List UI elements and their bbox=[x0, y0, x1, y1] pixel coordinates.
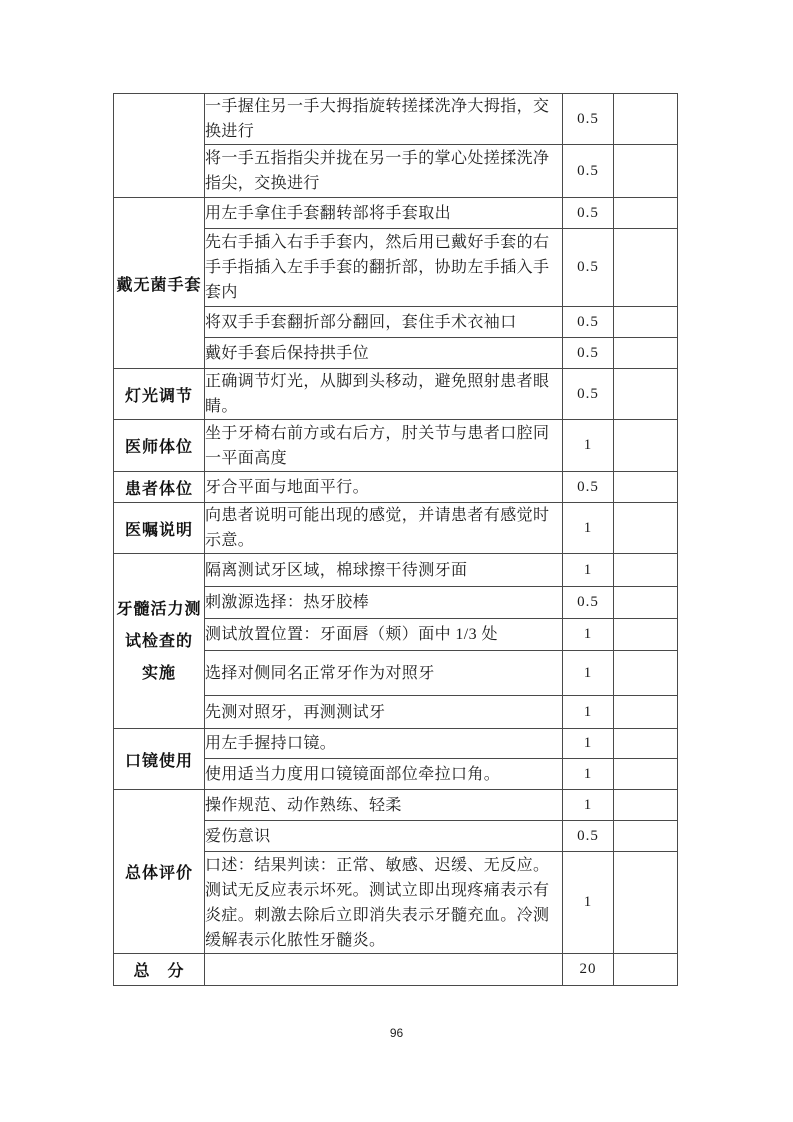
criteria-cell: 用左手握持口镜。 bbox=[205, 729, 563, 759]
table-row bbox=[114, 94, 678, 145]
fill-in-cell bbox=[614, 954, 678, 986]
score-cell: 1 bbox=[563, 420, 614, 472]
fill-in-cell bbox=[614, 821, 678, 852]
criteria-cell: 牙合平面与地面平行。 bbox=[205, 472, 563, 503]
category-cell bbox=[114, 554, 205, 729]
score-cell: 1 bbox=[563, 619, 614, 651]
criteria-cell: 操作规范、动作熟练、轻柔 bbox=[205, 790, 563, 821]
score-cell: 1 bbox=[563, 729, 614, 759]
page-number: 96 bbox=[389, 1026, 404, 1040]
score-cell: 0.5 bbox=[563, 307, 614, 338]
fill-in-cell bbox=[614, 554, 678, 587]
criteria-cell: 先测对照牙，再测测试牙 bbox=[205, 696, 563, 729]
table-row bbox=[114, 420, 678, 472]
category-cell: 总 分 bbox=[114, 954, 205, 986]
fill-in-cell bbox=[614, 503, 678, 554]
criteria-cell: 先右手插入右手手套内，然后用已戴好手套的右手手指插入左手手套的翻折部，协助左手插入手套内 bbox=[205, 229, 563, 307]
score-cell: 1 bbox=[563, 696, 614, 729]
criteria-cell: 将一手五指指尖并拢在另一手的掌心处搓揉洗净指尖，交换进行 bbox=[205, 145, 563, 198]
criteria-cell: 正确调节灯光，从脚到头移动，避免照射患者眼睛。 bbox=[205, 369, 563, 420]
fill-in-cell bbox=[614, 229, 678, 307]
category-cell: 患者体位 bbox=[114, 472, 205, 503]
score-cell: 1 bbox=[563, 651, 614, 696]
criteria-cell: 口述：结果判读：正常、敏感、迟缓、无反应。测试无反应表示坏死。测试立即出现疼痛表示有炎症。刺激去除后立即消失表示牙髓充血。冷测缓解表示化脓性牙髓炎。 bbox=[205, 852, 563, 954]
score-cell: 20 bbox=[563, 954, 614, 986]
fill-in-cell bbox=[614, 369, 678, 420]
category-cell bbox=[114, 94, 205, 198]
table-row bbox=[114, 369, 678, 420]
criteria-cell: 选择对侧同名正常牙作为对照牙 bbox=[205, 651, 563, 696]
fill-in-cell bbox=[614, 472, 678, 503]
category-cell: 灯光调节 bbox=[114, 369, 205, 420]
score-cell: 0.5 bbox=[563, 198, 614, 229]
score-cell: 0.5 bbox=[563, 145, 614, 198]
criteria-cell: 使用适当力度用口镜镜面部位牵拉口角。 bbox=[205, 759, 563, 790]
fill-in-cell bbox=[614, 852, 678, 954]
score-cell: 0.5 bbox=[563, 369, 614, 420]
score-cell: 0.5 bbox=[563, 587, 614, 619]
fill-in-cell bbox=[614, 307, 678, 338]
criteria-cell: 坐于牙椅右前方或右后方，肘关节与患者口腔同一平面高度 bbox=[205, 420, 563, 472]
score-cell: 0.5 bbox=[563, 338, 614, 369]
fill-in-cell bbox=[614, 619, 678, 651]
fill-in-cell bbox=[614, 696, 678, 729]
score-cell: 1 bbox=[563, 790, 614, 821]
fill-in-cell bbox=[614, 338, 678, 369]
category-cell: 口镜使用 bbox=[114, 729, 205, 790]
table-row bbox=[114, 954, 678, 986]
fill-in-cell bbox=[614, 420, 678, 472]
category-cell: 戴无菌手套 bbox=[114, 198, 205, 369]
category-label-line: 实施 bbox=[141, 664, 176, 682]
score-cell: 1 bbox=[563, 852, 614, 954]
category-cell: 医师体位 bbox=[114, 420, 205, 472]
criteria-cell: 将双手手套翻折部分翻回，套住手术衣袖口 bbox=[205, 307, 563, 338]
category-label-line: 试检查的 bbox=[124, 632, 193, 650]
fill-in-cell bbox=[614, 94, 678, 145]
category-cell: 总体评价 bbox=[114, 790, 205, 954]
fill-in-cell bbox=[614, 651, 678, 696]
table-row bbox=[114, 198, 678, 229]
category-label-line: 牙髓活力测 bbox=[116, 600, 202, 618]
score-cell: 1 bbox=[563, 503, 614, 554]
fill-in-cell bbox=[614, 145, 678, 198]
score-cell: 0.5 bbox=[563, 94, 614, 145]
table-row bbox=[114, 790, 678, 821]
criteria-cell bbox=[205, 954, 563, 986]
score-cell: 1 bbox=[563, 554, 614, 587]
score-cell: 1 bbox=[563, 759, 614, 790]
fill-in-cell bbox=[614, 198, 678, 229]
criteria-cell: 戴好手套后保持拱手位 bbox=[205, 338, 563, 369]
table-row bbox=[114, 729, 678, 759]
scoring-rubric-table bbox=[113, 93, 678, 986]
fill-in-cell bbox=[614, 587, 678, 619]
category-label-multiline bbox=[114, 601, 204, 682]
score-cell: 0.5 bbox=[563, 821, 614, 852]
criteria-cell: 隔离测试牙区域，棉球擦干待测牙面 bbox=[205, 554, 563, 587]
criteria-cell: 爱伤意识 bbox=[205, 821, 563, 852]
criteria-cell: 一手握住另一手大拇指旋转搓揉洗净大拇指，交换进行 bbox=[205, 94, 563, 145]
criteria-cell: 向患者说明可能出现的感觉，并请患者有感觉时示意。 bbox=[205, 503, 563, 554]
table-row bbox=[114, 554, 678, 587]
score-cell: 0.5 bbox=[563, 229, 614, 307]
criteria-cell: 测试放置位置：牙面唇（颊）面中 1/3 处 bbox=[205, 619, 563, 651]
table-row bbox=[114, 503, 678, 554]
fill-in-cell bbox=[614, 729, 678, 759]
fill-in-cell bbox=[614, 759, 678, 790]
criteria-cell: 刺激源选择：热牙胶棒 bbox=[205, 587, 563, 619]
category-cell: 医嘱说明 bbox=[114, 503, 205, 554]
fill-in-cell bbox=[614, 790, 678, 821]
criteria-cell: 用左手拿住手套翻转部将手套取出 bbox=[205, 198, 563, 229]
table-row bbox=[114, 472, 678, 503]
score-cell: 0.5 bbox=[563, 472, 614, 503]
